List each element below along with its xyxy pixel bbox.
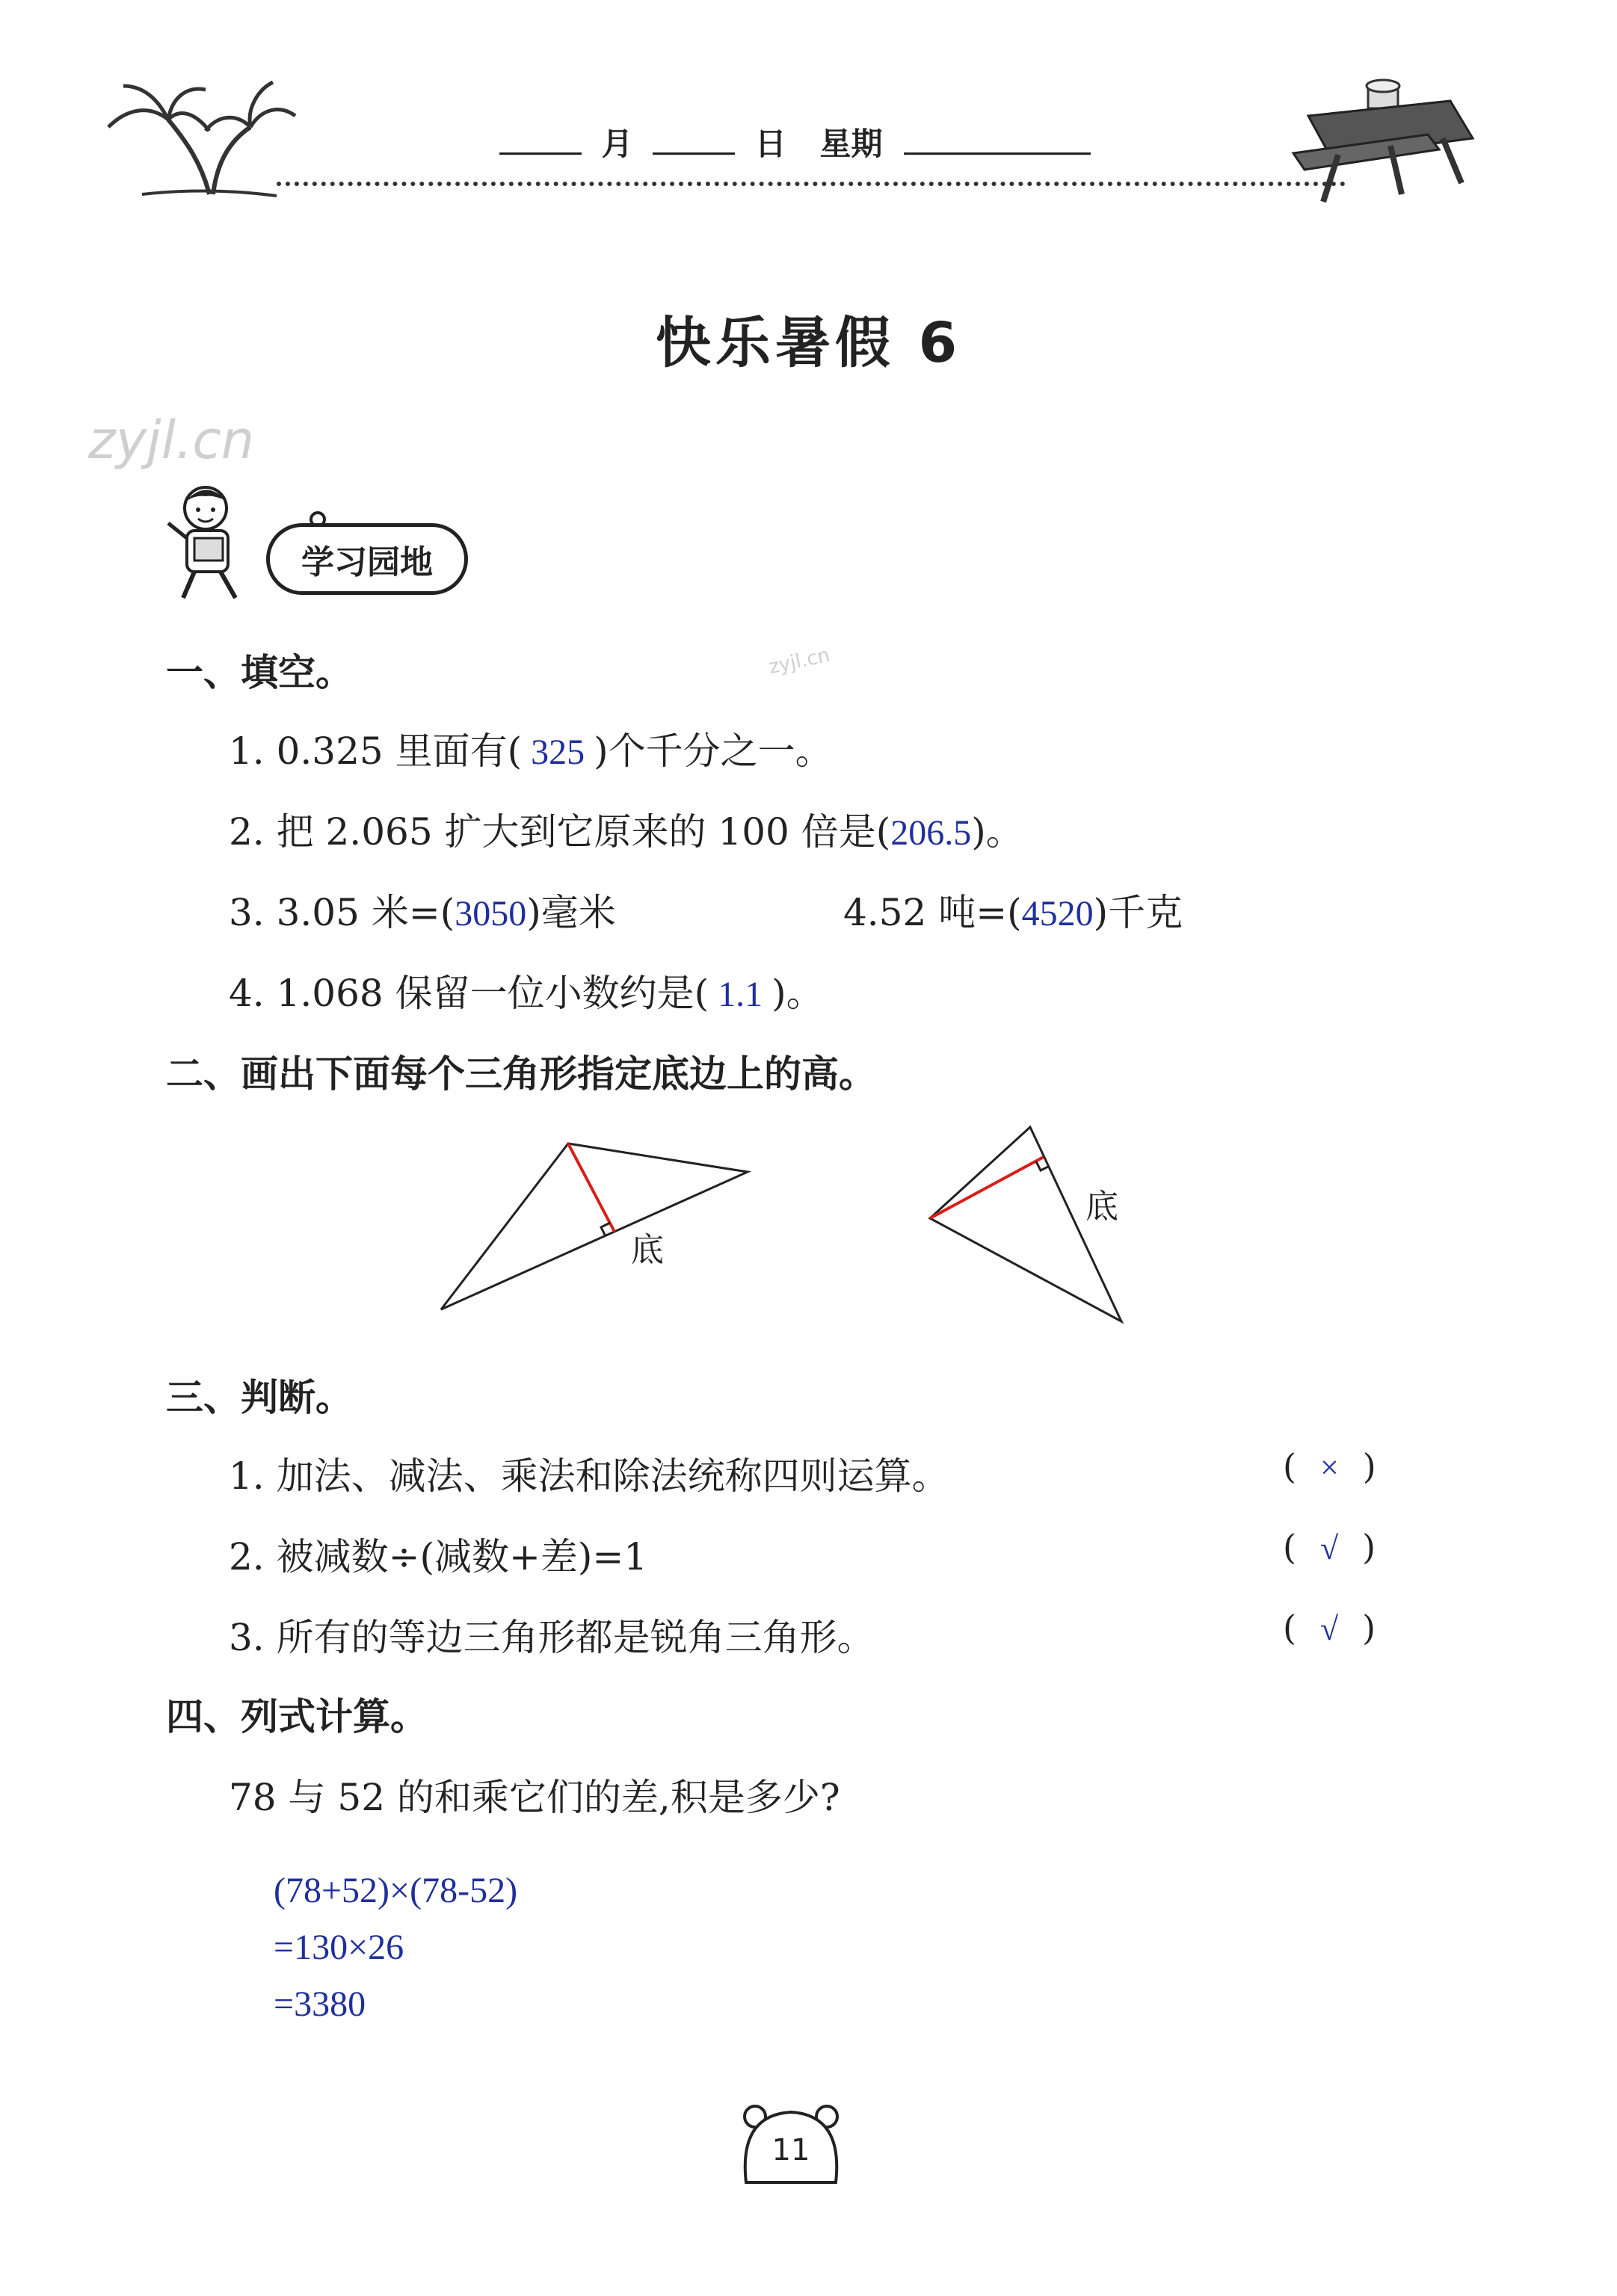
fill-item-text: 4. 1.068 保留一位小数约是( <box>229 972 709 1015</box>
watermark-small: zyjl.cn <box>766 644 832 679</box>
base-label-1: 底 <box>631 1231 664 1269</box>
section-triangles-heading: 二、画出下面每个三角形指定底边上的高。 <box>166 1052 876 1096</box>
month-label: 月 <box>601 126 633 162</box>
paren-close: ) <box>1362 1608 1376 1648</box>
fill-item-3b <box>843 883 1183 936</box>
fill-item-text: )。 <box>771 972 824 1015</box>
fill-item-text: 2. 把 2.065 扩大到它原来的 100 倍是( <box>229 810 891 854</box>
page-title: 快乐暑假 6 <box>655 311 962 375</box>
fill-item-text: )个千分之一。 <box>594 729 833 773</box>
calc-line-2: =130×26 <box>274 1928 404 1967</box>
student-mascot-icon <box>153 478 265 605</box>
fill-answer: 325 <box>522 732 594 772</box>
paren-open: ( <box>1283 1608 1296 1648</box>
fill-item-1 <box>229 721 833 775</box>
fill-item-2 <box>229 802 1023 856</box>
weekday-label: 星期 <box>819 126 883 162</box>
palm-tree-illustration <box>97 75 307 202</box>
section-fill-heading: 一、填空。 <box>166 651 353 694</box>
paren-open: ( <box>1283 1446 1296 1487</box>
judge-item-1: 1. 加法、减法、乘法和除法统称四则运算。 <box>229 1454 949 1498</box>
base-label-2: 底 <box>1085 1188 1118 1226</box>
calc-question: 78 与 52 的和乘它们的差,积是多少? <box>229 1776 840 1819</box>
judge-mark: × <box>1319 1449 1339 1486</box>
judge-item-2: 2. 被减数÷(减数+差)=1 <box>229 1535 648 1578</box>
watermark-logo: zyjl.cn <box>88 410 255 471</box>
judge-answer-3 <box>1283 1608 1376 1648</box>
day-label: 日 <box>754 126 786 162</box>
triangle-1 <box>441 1144 748 1309</box>
picnic-table-illustration <box>1278 71 1480 220</box>
paren-close: ) <box>1362 1446 1376 1487</box>
judge-item-3: 3. 所有的等边三角形都是锐角三角形。 <box>229 1616 875 1659</box>
fill-item-4 <box>229 963 824 1017</box>
judge-answer-1 <box>1283 1446 1376 1487</box>
fill-item-text: 4.52 吨=( <box>843 891 1022 934</box>
paren-close: ) <box>1362 1527 1376 1567</box>
fill-item-text: )千克 <box>1093 891 1183 934</box>
judge-mark: √ <box>1319 1611 1339 1647</box>
fill-item-text: 1. 0.325 里面有( <box>229 729 523 773</box>
section-banner: 学习园地 <box>266 523 468 595</box>
fill-answer: 206.5 <box>890 813 972 853</box>
fill-item-3 <box>229 883 616 936</box>
fill-item-text: )。 <box>971 810 1023 854</box>
section-calc-heading: 四、列式计算。 <box>166 1695 428 1738</box>
fill-item-text: )毫米 <box>526 891 616 934</box>
judge-answer-2 <box>1283 1527 1376 1567</box>
fill-answer: 4520 <box>1021 894 1094 933</box>
page-number: 11 <box>771 2133 810 2167</box>
fill-item-text: 3. 3.05 米=( <box>229 891 455 934</box>
triangle-diagrams <box>419 1114 1166 1338</box>
calc-line-3: =3380 <box>274 1984 366 2024</box>
fill-answer: 1.1 <box>709 975 772 1014</box>
fill-answer: 3050 <box>455 894 527 933</box>
header-dotted-rule <box>277 182 1346 186</box>
triangle-1-height <box>568 1144 615 1232</box>
calc-line-1: (78+52)×(78-52) <box>274 1871 518 1910</box>
date-header <box>499 120 1091 164</box>
judge-mark: √ <box>1319 1530 1339 1567</box>
section-judge-heading: 三、判断。 <box>166 1376 353 1419</box>
paren-open: ( <box>1283 1527 1296 1567</box>
